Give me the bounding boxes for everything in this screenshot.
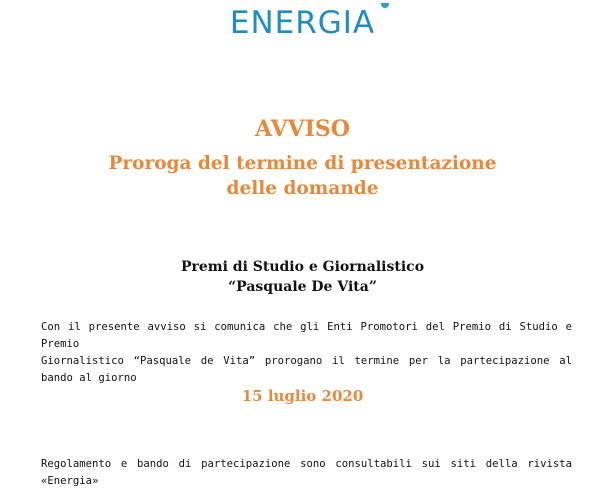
award-title-line-2: “Pasquale De Vita” [228,279,377,295]
notice-title: AVVISO [255,116,350,142]
award-title [0,257,605,297]
notice-subtitle-line-2: delle domande [226,178,379,199]
header-logo-area [0,0,605,44]
award-title-line-1: Premi di Studio e Giornalistico [180,259,425,275]
notice-subtitle [0,151,605,201]
notice-subtitle-line-1: Proroga del termine di presentazione [108,153,497,174]
paragraph-2-line-1: Regolamento e bando di partecipazione sono consultabili sui siti della rivista «Energia» [41,458,572,487]
logo-mark-icon [381,3,389,8]
deadline-date: 15 luglio 2020 [241,387,364,405]
energia-logo [230,5,375,41]
notice-paragraph-1 [41,319,572,387]
paragraph-1-line-2: Giornalistico “Pasquale de Vita” prorogano il termine per la partecipazione al bando al giorno [41,355,572,384]
notice-paragraph-2 [41,456,572,490]
paragraph-1-line-1: Con il presente avviso si comunica che gli Enti Promotori del Premio di Studio e Premio [41,321,572,350]
logo-text: ENERGIA [229,5,376,41]
